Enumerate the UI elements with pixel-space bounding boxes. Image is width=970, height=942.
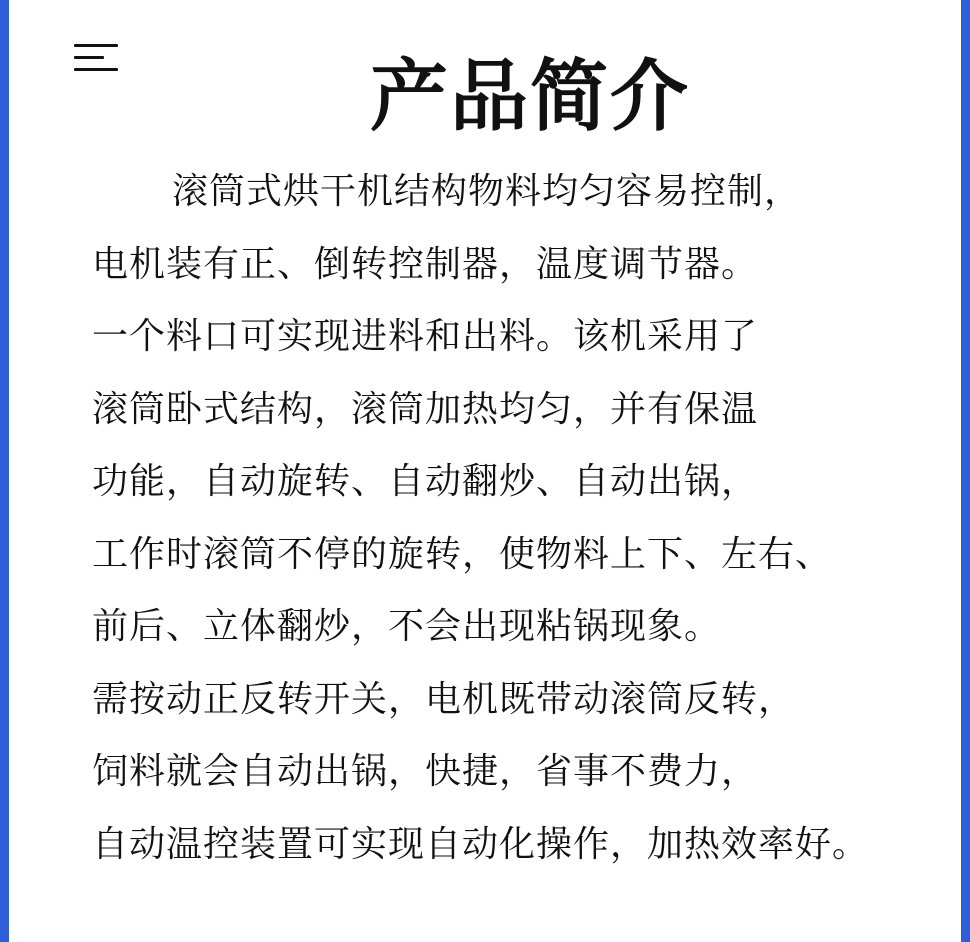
description-line: 自动温控装置可实现自动化操作，加热效率好。 (92, 823, 870, 865)
description-line: 前后、立体翻炒，不会出现粘锅现象。 (92, 606, 722, 647)
menu-icon-line-top (74, 44, 118, 47)
description-line: 滚筒卧式结构，滚筒加热均匀，并有保温 (92, 388, 759, 430)
description-line: 工作时滚筒不停的旋转，使物料上下、左右、 (92, 533, 833, 575)
description-line: 饲料就会自动出锅，快捷，省事不费力， (92, 751, 759, 792)
description-line: 需按动正反转开关，电机既带动滚筒反转， (92, 678, 796, 720)
description-line: 功能，自动旋转、自动翻炒、自动出锅， (92, 461, 759, 502)
product-description (92, 156, 952, 881)
description-line: 滚筒式烘干机结构物料均匀容易控制， (172, 171, 802, 212)
description-line: 一个料口可实现进料和出料。该机采用了 (92, 316, 759, 357)
page-title: 产品简介 (369, 52, 690, 142)
description-line: 电机装有正、倒转控制器，温度调节器。 (92, 243, 759, 285)
